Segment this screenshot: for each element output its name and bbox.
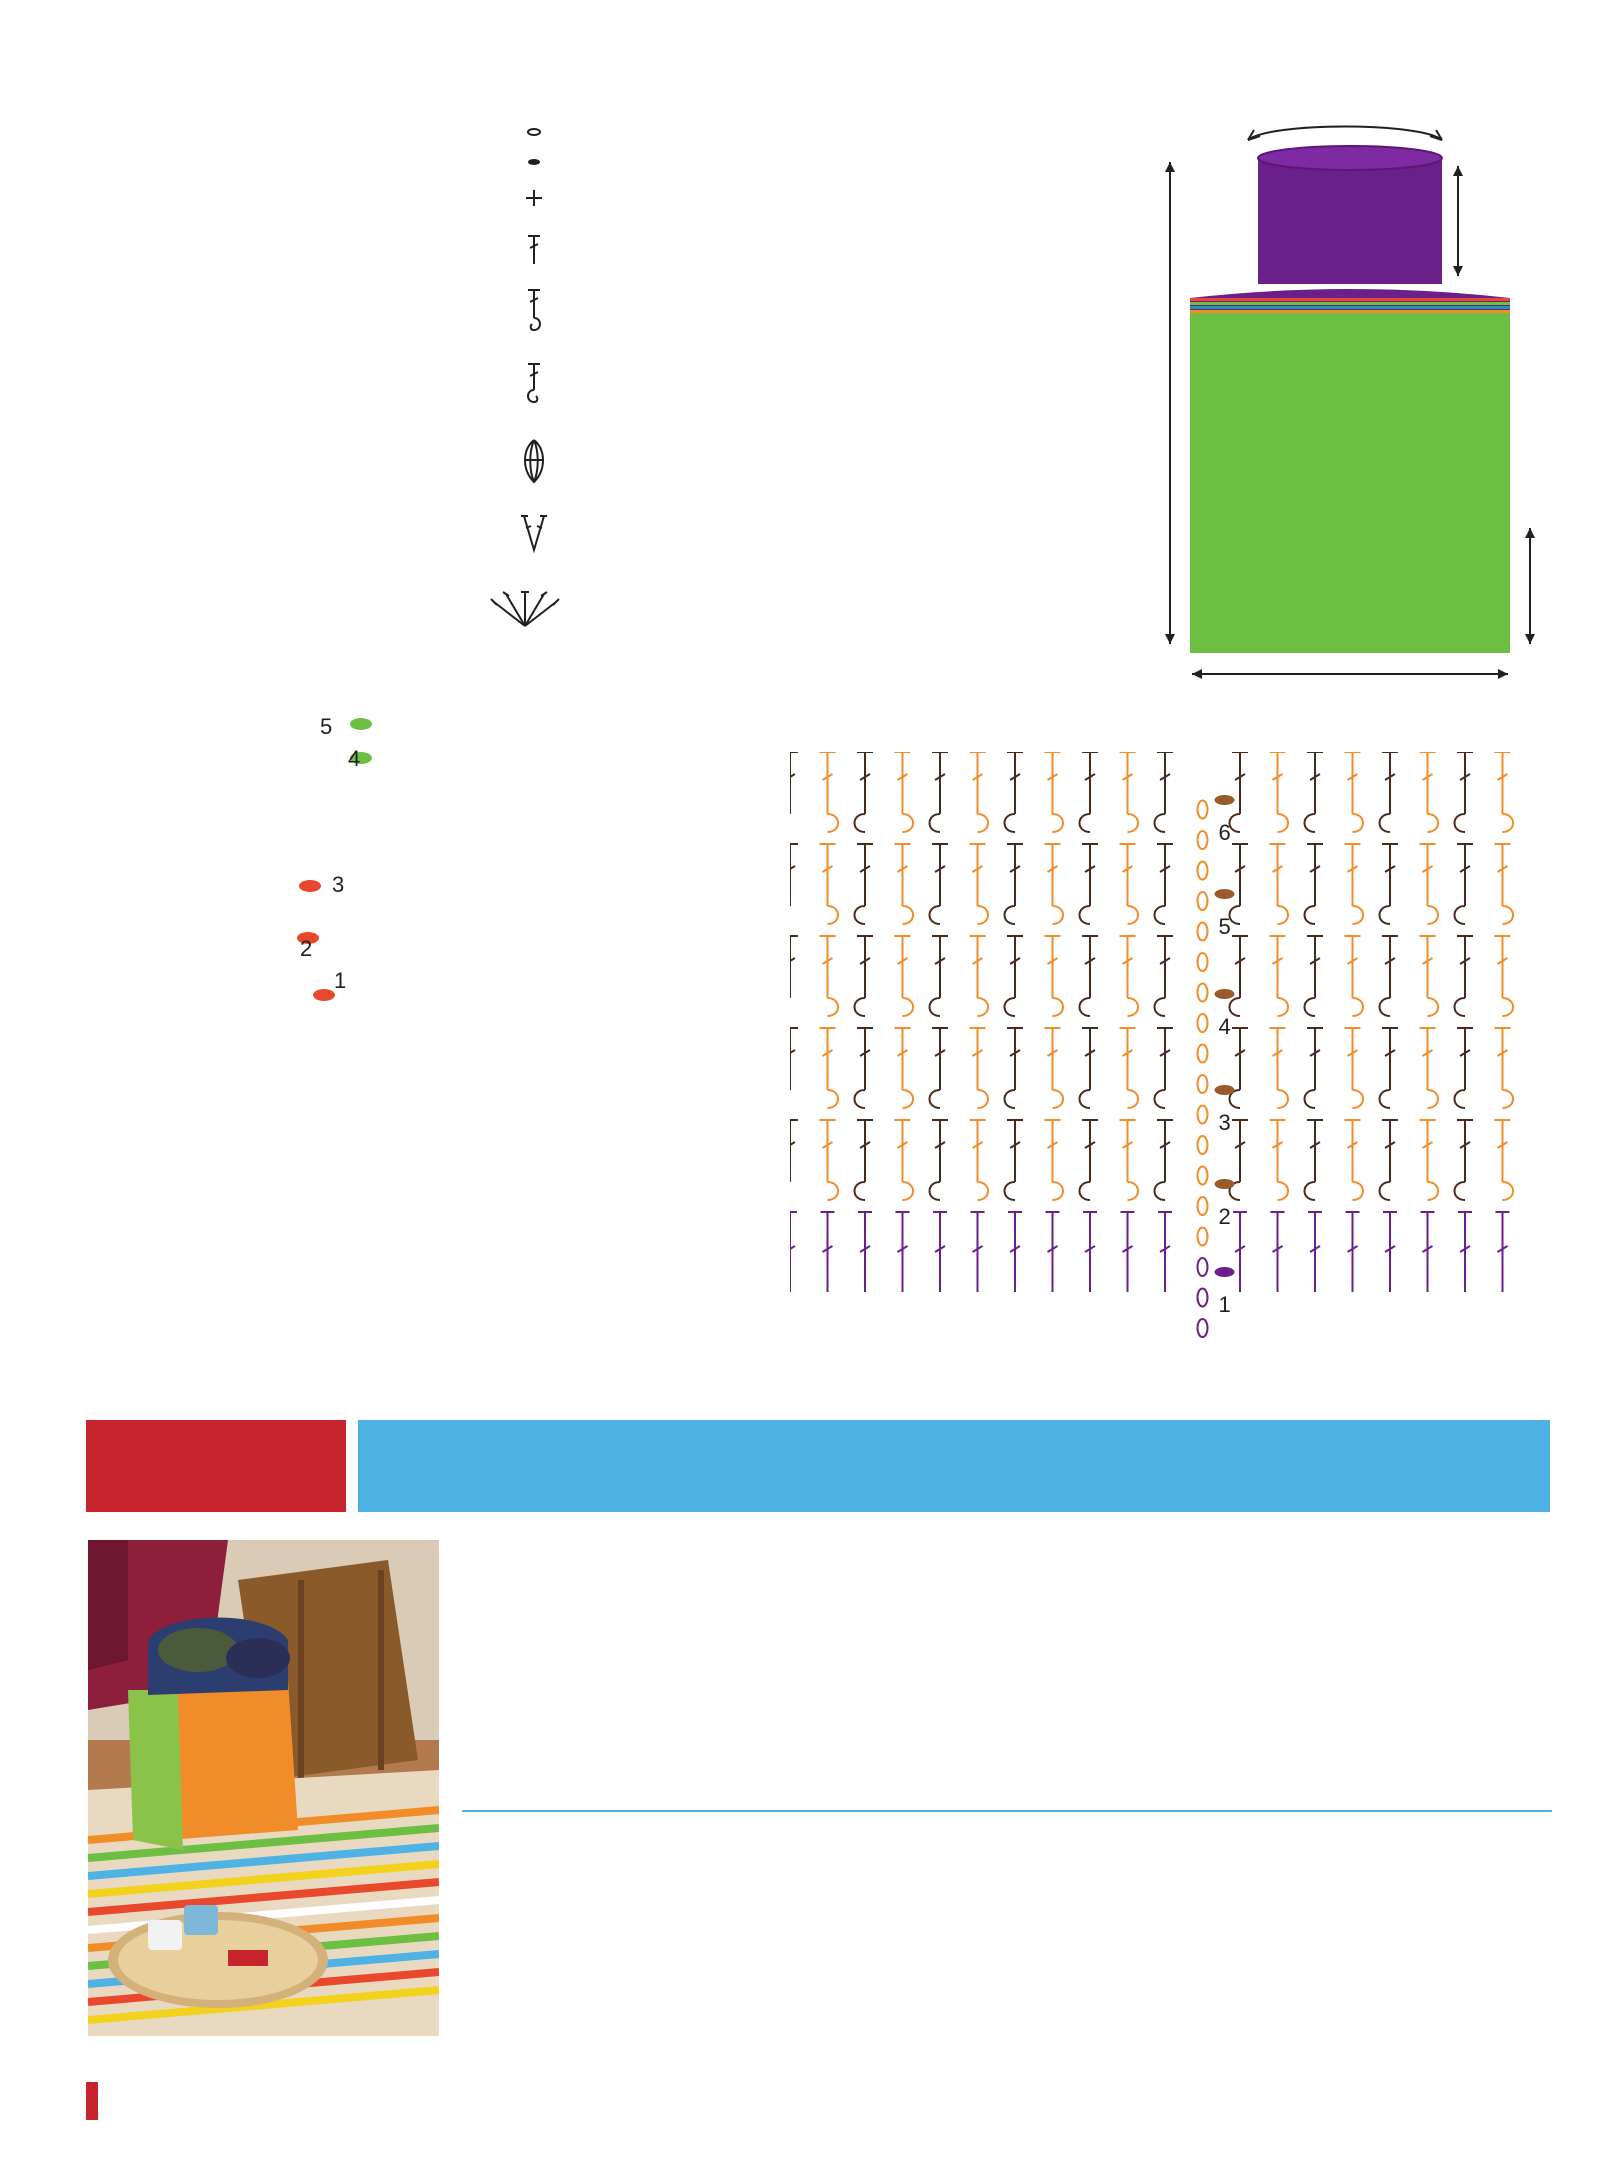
rib-slip-stitch	[1215, 795, 1235, 805]
row-number: 1	[334, 968, 347, 993]
rib-chain	[1198, 1319, 1208, 1337]
rib-post-hook	[1155, 1182, 1166, 1200]
rib-post-hook	[1128, 1182, 1139, 1200]
rib-post-hook	[930, 814, 941, 832]
shell-5dc-icon	[490, 590, 560, 630]
rib-post-hook	[1353, 906, 1364, 924]
rib-post-hook	[855, 814, 866, 832]
rib-post-hook	[855, 1182, 866, 1200]
rib-post-hook	[828, 814, 839, 832]
rib-post-hook	[1080, 1182, 1091, 1200]
v-stitch-icon	[520, 512, 560, 556]
rib-post-hook	[1455, 1182, 1466, 1200]
front-post-dc-icon	[520, 288, 560, 338]
rib-post-hook	[1080, 1090, 1091, 1108]
rib-chain	[1198, 1106, 1208, 1124]
row-number: 5	[1218, 914, 1231, 939]
rib-post-hook	[930, 1090, 941, 1108]
rib-post-hook	[1503, 998, 1514, 1016]
rib-post-hook	[1455, 1090, 1466, 1108]
rib-post-hook	[1005, 814, 1016, 832]
slip-stitch-marker	[350, 718, 372, 730]
rib-post-hook	[1428, 906, 1439, 924]
back-post-dc-icon	[520, 362, 560, 412]
rib-post-hook	[1155, 1090, 1166, 1108]
slip-stitch-marker	[299, 880, 321, 892]
row-number: 4	[348, 746, 361, 771]
row-number: 5	[320, 714, 333, 739]
cluster-4dc-icon	[520, 436, 560, 490]
rib-post-hook	[903, 814, 914, 832]
slip-stitch-marker	[313, 989, 335, 1001]
rib-chain	[1198, 892, 1208, 910]
rib-post-hook	[1278, 1182, 1289, 1200]
rib-post-hook	[855, 998, 866, 1016]
rib-post-hook	[1005, 1090, 1016, 1108]
rib-chain	[1198, 801, 1208, 819]
rib-chain	[1198, 1197, 1208, 1215]
rib-post-hook	[1053, 906, 1064, 924]
rib-post-hook	[1305, 814, 1316, 832]
cozy-schematic	[1120, 100, 1590, 700]
rib-post-hook	[1503, 906, 1514, 924]
rib-post-hook	[1155, 814, 1166, 832]
rib-post-hook	[1380, 1182, 1391, 1200]
rib-post-hook	[930, 1182, 941, 1200]
rib-post-hook	[903, 998, 914, 1016]
motif-chart	[96, 710, 756, 1370]
rib-post-hook	[1080, 814, 1091, 832]
rib-post-hook	[1230, 998, 1241, 1016]
rib-post-hook	[828, 906, 839, 924]
row-number: 1	[1218, 1292, 1231, 1317]
rib-post-hook	[1428, 814, 1439, 832]
rib-post-hook	[828, 1090, 839, 1108]
rib-post-hook	[978, 1182, 989, 1200]
rib-post-hook	[1353, 1182, 1364, 1200]
rib-slip-stitch	[1215, 1267, 1235, 1277]
rib-post-hook	[1155, 998, 1166, 1016]
rib-chain	[1198, 831, 1208, 849]
rib-post-hook	[1278, 1090, 1289, 1108]
rib-post-hook	[903, 1090, 914, 1108]
rib-post-hook	[930, 998, 941, 1016]
model-label	[86, 1420, 346, 1512]
rib-post-hook	[1353, 998, 1364, 1016]
rib-post-hook	[1053, 1182, 1064, 1200]
rib-post-hook	[1428, 1090, 1439, 1108]
rib-slip-stitch	[1215, 1085, 1235, 1095]
rib-post-hook	[1278, 906, 1289, 924]
rib-chain	[1198, 1167, 1208, 1185]
rib-post-hook	[1278, 998, 1289, 1016]
rib-chart	[790, 752, 1560, 1352]
row-number: 4	[1218, 1014, 1231, 1039]
rib-chain	[1198, 1075, 1208, 1093]
rib-post-hook	[1053, 998, 1064, 1016]
rib-chain	[1198, 862, 1208, 880]
rib-post-hook	[1080, 906, 1091, 924]
single-crochet-icon	[520, 186, 560, 226]
rib-post-hook	[1428, 1182, 1439, 1200]
rib-post-hook	[1305, 1182, 1316, 1200]
row-number: 3	[1218, 1110, 1231, 1135]
footer-accent	[86, 2082, 98, 2120]
basket-rug-photo	[88, 1540, 439, 2036]
rib-post-hook	[1455, 998, 1466, 1016]
rib-post-hook	[1503, 1090, 1514, 1108]
row-number: 2	[1218, 1204, 1231, 1229]
rib-post-hook	[978, 814, 989, 832]
rib-chain	[1198, 1289, 1208, 1307]
rib-post-hook	[1428, 998, 1439, 1016]
rib-post-hook	[1005, 906, 1016, 924]
rib-post-hook	[1230, 906, 1241, 924]
rib-slip-stitch	[1215, 989, 1235, 999]
rib-chain	[1198, 953, 1208, 971]
rib-post-hook	[1455, 906, 1466, 924]
rib-chain	[1198, 1258, 1208, 1276]
rib-chain	[1198, 1228, 1208, 1246]
row-number: 3	[332, 872, 345, 897]
rib-post-hook	[1380, 998, 1391, 1016]
rib-post-hook	[1128, 814, 1139, 832]
rib-post-hook	[1380, 906, 1391, 924]
rib-post-hook	[1128, 1090, 1139, 1108]
rib-post-hook	[930, 906, 941, 924]
rib-post-hook	[1005, 1182, 1016, 1200]
rib-post-hook	[855, 906, 866, 924]
rib-post-hook	[1128, 906, 1139, 924]
rib-post-hook	[1503, 1182, 1514, 1200]
rib-chain	[1198, 1136, 1208, 1154]
rib-post-hook	[828, 998, 839, 1016]
rib-post-hook	[1305, 1090, 1316, 1108]
rib-post-hook	[903, 1182, 914, 1200]
rib-chain	[1198, 1014, 1208, 1032]
rib-post-hook	[978, 1090, 989, 1108]
rib-slip-stitch	[1215, 889, 1235, 899]
rib-post-hook	[1155, 906, 1166, 924]
rib-chain	[1198, 923, 1208, 941]
rib-post-hook	[978, 906, 989, 924]
rib-post-hook	[1230, 814, 1241, 832]
rib-post-hook	[1380, 814, 1391, 832]
rib-post-hook	[903, 906, 914, 924]
rib-post-hook	[1455, 814, 1466, 832]
rib-chain	[1198, 1045, 1208, 1063]
rib-post-hook	[1053, 814, 1064, 832]
rib-slip-stitch	[1215, 1179, 1235, 1189]
divider	[462, 1810, 1552, 1812]
rib-post-hook	[1353, 1090, 1364, 1108]
rib-post-hook	[1128, 998, 1139, 1016]
rib-post-hook	[1080, 998, 1091, 1016]
rib-post-hook	[1503, 814, 1514, 832]
rib-post-hook	[828, 1182, 839, 1200]
rib-post-hook	[1005, 998, 1016, 1016]
model-title	[358, 1420, 1550, 1512]
row-number: 2	[300, 936, 313, 961]
rib-post-hook	[978, 998, 989, 1016]
rib-post-hook	[1305, 998, 1316, 1016]
rib-post-hook	[1380, 1090, 1391, 1108]
double-crochet-icon	[520, 234, 560, 274]
rib-post-hook	[855, 1090, 866, 1108]
row-number: 6	[1218, 820, 1231, 845]
rib-chain	[1198, 984, 1208, 1002]
rib-post-hook	[1305, 906, 1316, 924]
rib-post-hook	[1053, 1090, 1064, 1108]
rib-post-hook	[1278, 814, 1289, 832]
rib-post-hook	[1353, 814, 1364, 832]
